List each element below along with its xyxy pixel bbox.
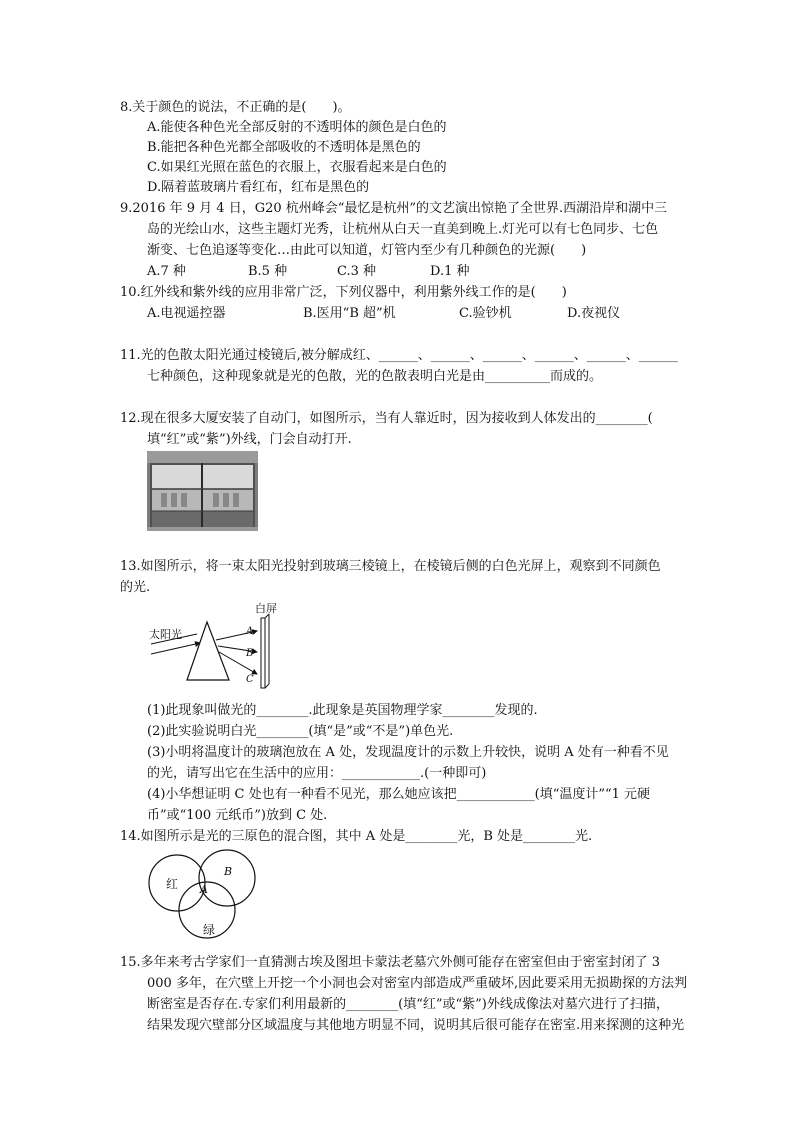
q10-option-b: B.医用“B 超”机 [303, 306, 396, 321]
q15-line-1: 15.多年来考古学家们一直猜测古埃及图坦卡蒙法老墓穴外侧可能存在密室但由于密室封闭了 3 [120, 955, 661, 970]
prism-dispersion-diagram [145, 600, 285, 692]
q13-sub-3-line-1: (3)小明将温度计的玻璃泡放在 A 处，发现温度计的示数上升较快，说明 A 处有一种看不见 [147, 745, 669, 760]
screen-label: 白屏 [255, 602, 277, 615]
q8-stem: 8.关于颜色的说法，不正确的是( )。 [120, 100, 351, 115]
q15-line-3: 断密室是否存在.专家们利用最新的________(填“红”或“紫”)外线成像法对墓穴进行了扫描， [147, 997, 669, 1012]
q12-line-2: 填“红”或“紫”)外线，门会自动打开. [147, 432, 352, 447]
automatic-door-photo [147, 451, 258, 531]
point-c-label: C [246, 674, 254, 685]
three-primary-colors-diagram [145, 848, 265, 940]
red-label: 红 [166, 877, 179, 891]
q11-line-2: 七种颜色，这种现象就是光的色散，光的色散表明白光是由__________而成的。 [147, 369, 603, 384]
point-a-label: A [246, 626, 254, 637]
sunlight-label: 太阳光 [149, 628, 182, 641]
q15-line-4: 结果发现穴壁部分区域温度与其他地方明显不同，说明其后很可能存在密室.用来探测的这种光 [147, 1018, 685, 1033]
q9-option-b: B.5 种 [248, 264, 288, 279]
q15-line-2: 000 多年，在穴壁上开挖一个小洞也会对密室内部造成严重破坏,因此要采用无损勘探的方法判 [147, 976, 688, 991]
q13-sub-4-line-1: (4)小华想证明 C 处也有一种看不见光，那么她应该把____________(填“温度计”“1 元硬 [147, 787, 651, 802]
q13-sub-2: (2)此实验说明白光________(填“是”或“不是”)单色光. [147, 724, 454, 739]
q8-option-a: A.能使各种色光全部反射的不透明体的颜色是白色的 [147, 120, 447, 135]
incident-ray-arrow [151, 643, 200, 654]
white-screen [261, 618, 265, 688]
q13-sub-1: (1)此现象叫做光的________.此现象是英国物理学家________发现的. [147, 703, 538, 718]
point-b-label: B [246, 648, 254, 659]
blue-circle [199, 850, 255, 906]
q9-option-c: C.3 种 [337, 264, 377, 279]
q10-option-a: A.电视遥控器 [147, 306, 226, 321]
q13-line-1: 13.如图所示，将一束太阳光投射到玻璃三棱镜上，在棱镜后侧的白色光屏上，观察到不同颜色 [120, 559, 661, 574]
q11-line-1: 11.光的色散太阳光通过棱镜后,被分解成红、______、______、______、______、______、______ [120, 348, 678, 363]
region-b-label: B [224, 865, 233, 878]
q10-option-d: D.夜视仪 [567, 306, 621, 321]
q9-option-d: D.1 种 [430, 264, 470, 279]
q9-line-3: 渐变、七色追逐等变化…由此可以知道，灯管内至少有几种颜色的光源( ) [147, 243, 587, 258]
q13-line-2: 的光. [120, 580, 151, 595]
q14-stem: 14.如图所示是光的三原色的混合图，其中 A 处是________光，B 处是________光. [120, 829, 593, 844]
q13-sub-3-line-2: 的光，请写出它在生活中的应用：____________.(一种即可) [147, 766, 487, 781]
q8-option-b: B.能把各种色光都全部吸收的不透明体是黑色的 [147, 140, 421, 155]
prism-shape [187, 622, 229, 680]
q8-option-d: D.隔着蓝玻璃片看红布，红布是黑色的 [147, 180, 370, 195]
q10-stem: 10.红外线和紫外线的应用非常广泛，下列仪器中，利用紫外线工作的是( ) [120, 285, 567, 300]
q12-line-1: 12.现在很多大厦安装了自动门，如图所示，当有人靠近时，因为接收到人体发出的________( [120, 411, 653, 426]
q13-sub-4-line-2: 币”或“100 元纸币”)放到 C 处. [147, 808, 328, 823]
q8-option-c: C.如果红光照在蓝色的衣服上，衣服看起来是白色的 [147, 160, 447, 175]
q9-line-1: 9.2016 年 9 月 4 日，G20 杭州峰会“最忆是杭州”的文艺演出惊艳了全世界.西湖沿岸和湖中三 [120, 201, 668, 216]
q9-option-a: A.7 种 [147, 264, 186, 279]
green-label: 绿 [203, 923, 216, 937]
q9-line-2: 岛的光绘山水，这些主题灯光秀，让杭州从白天一直美到晚上.灯光可以有七色同步、七色 [147, 222, 659, 237]
region-a-label: A [200, 883, 208, 896]
q10-option-c: C.验钞机 [459, 306, 512, 321]
